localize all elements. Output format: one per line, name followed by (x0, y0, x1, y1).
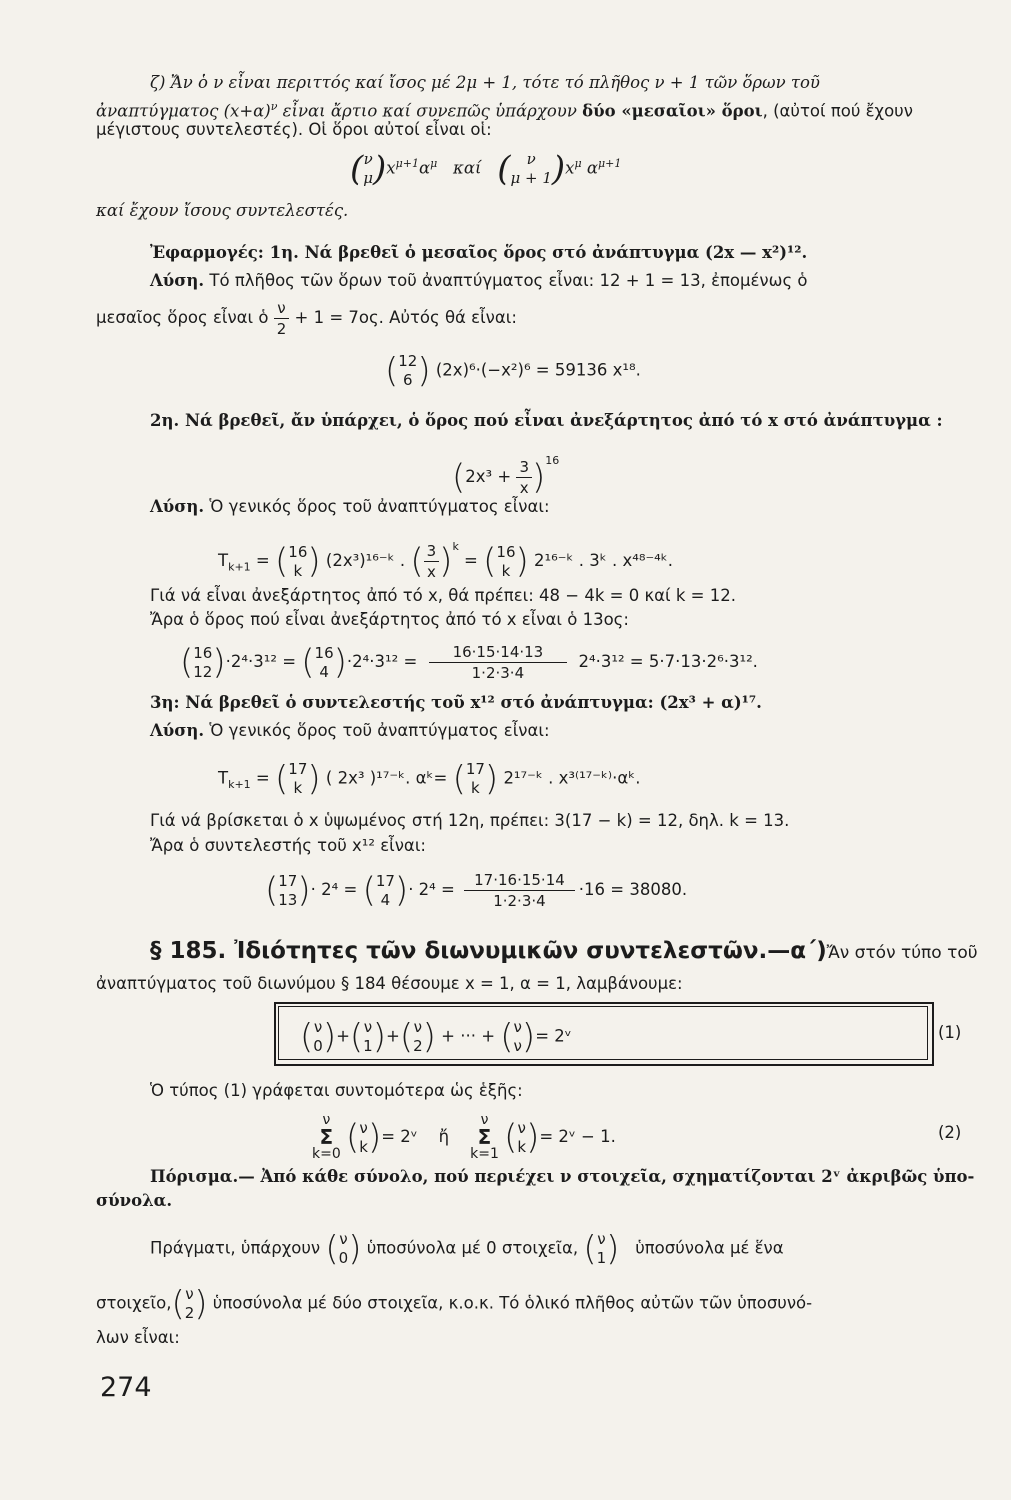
equation-3: ( 16 12 )·2⁴·3¹² = ( 16 4 )·2⁴·3¹² = $\frac{16\cdot 15\cdot 14\cdot 13}{1\cdot 2\cdot 3\cdot 4}$ 2⁴·3¹² = 5·7·13·2⁶·3¹². (180, 642, 758, 683)
formula-1: ( ν 0 )+( ν 1 )+( ν 2 ) + ··· + ( ν ν )= 2ᵛ (300, 1017, 572, 1057)
solution-3-line-2: Γιά νά βρίσκεται ὁ x ὑψωμένος στή 12η, πρέπει: 3(17 − k) = 12, δηλ. k = 13. (150, 811, 790, 830)
solution-label: Λύση. (150, 271, 205, 290)
proof-line-3: λων εἶναι: (96, 1328, 180, 1347)
zeta-terms-equation: ( ν μ )$x^{\mu+1}\alpha^\mu$ καί ( ν μ + 1 )$x^\mu$ $\alpha^{\mu+1}$ (350, 149, 622, 189)
equation-5: ( 17 13 )· 2⁴ = ( 17 4 )· 2⁴ = $\frac{17\cdot 16\cdot 15\cdot 14}{1\cdot 2\cdot 3\cdot 4}$ ·16 = 38080. (265, 870, 688, 911)
zeta-line-3: μέγιστους συντελεστές). Οἱ ὅροι αὐτοί εἶναι οἱ: (96, 120, 492, 139)
corollary-line-2: σύνολα. (96, 1191, 173, 1210)
solution-3-line-1: Λύση. Ὁ γενικός ὅρος τοῦ ἀναπτύγματος εἶναι: (150, 721, 550, 740)
zeta-expansion: ἀναπτύγματος (x+α) (96, 101, 271, 121)
equation-1: ( 12 6 ) (2x)⁶·(−x²)⁶ = 59136 x¹⁸. (385, 351, 641, 391)
formula-1-label: (1) (938, 1023, 962, 1042)
section-185-heading: § 185. Ἰδιότητες τῶν διωνυμικῶν συντελεστῶν.—α΄)Ἄν στόν τύπο τοῦ (150, 938, 978, 964)
corollary-line-1: Πόρισμα.— Ἀπό κάθε σύνολο, πού περιέχει ν στοιχεῖα, σχηματίζονται 2ᵛ ἀκριβῶς ὑπο- (150, 1167, 975, 1186)
applications-heading: Ἐφαρμογές: 1η. Νά βρεθεῖ ὁ μεσαῖος ὅρος στό ἀνάπτυγμα (2x — x²)¹². (150, 243, 808, 262)
question-2: 2η. Νά βρεθεῖ, ἄν ὑπάρχει, ὁ ὅρος πού εἶναι ἀνεξάρτητος ἀπό τό x στό ἀνάπτυγμα : (150, 411, 943, 430)
formula-2: ν Σ k=0 ( ν k )= 2ᵛ ἤ ν Σ k=1 ( ν k )= 2ᵛ − 1. (312, 1112, 616, 1162)
page-number: 274 (100, 1372, 152, 1403)
zeta-line-5: καί ἔχουν ἴσους συντελεστές. (96, 201, 349, 220)
zeta-text: εἶναι ἄρτιο καί συνεπῶς ὑπάρχουν (277, 101, 583, 121)
solution-2-line-3: Ἄρα ὁ ὅρος πού εἶναι ἀνεξάρτητος ἀπό τό x εἶναι ὁ 13ος: (150, 610, 629, 629)
equation-2: $T_{k+1}$ = ( 16 k ) (2x³)¹⁶⁻ᵏ . ( $\frac{3}{x}$ )$^k$ = ( 16 k ) 2¹⁶⁻ᵏ . 3ᵏ . x⁴⁸⁻⁴ᵏ. (218, 540, 674, 582)
solution-1-line-1 (150, 270, 808, 292)
solution-2-line-1: Λύση. Ὁ γενικός ὅρος τοῦ ἀναπτύγματος εἶναι: (150, 497, 550, 516)
proof-line-2: στοιχεῖο,( ν 2 ) ὑποσύνολα μέ δύο στοιχεῖα, κ.ο.κ. Τό ὁλικό πλῆθος αὐτῶν τῶν ὑποσυνό- (96, 1284, 813, 1324)
solution-3-line-3: Ἄρα ὁ συντελεστής τοῦ x¹² εἶναι: (150, 836, 426, 855)
zeta-exponent: ν (270, 100, 278, 113)
question-3: 3η: Νά βρεθεῖ ὁ συντελεστής τοῦ x¹² στό ἀνάπτυγμα: (2x³ + α)¹⁷. (150, 693, 762, 712)
equation-4: $T_{k+1}$ = ( 17 k ) ( 2x³ )¹⁷⁻ᵏ. αᵏ= ( 17 k ) 2¹⁷⁻ᵏ . x³⁽¹⁷⁻ᵏ⁾·αᵏ. (218, 759, 641, 799)
solution-text: Τό πλῆθος τῶν ὅρων τοῦ ἀναπτύγματος εἶναι: 12 + 1 = 13, ἐπομένως ὁ (204, 271, 808, 290)
zeta-tail: , (αὐτοί πού ἔχουν (762, 101, 913, 121)
solution-2-line-2: Γιά νά εἶναι ἀνεξάρτητος ἀπό τό x, θά πρέπει: 48 − 4k = 0 καί k = 12. (150, 586, 736, 605)
section-185-line-3: Ὁ τύπος (1) γράφεται συντομότερα ὡς ἑξῆς: (150, 1081, 523, 1100)
solution-1-line-2: μεσαῖος ὅρος εἶναι ὁ $\frac{\nu}{2}$ + 1 = 7ος. Αὐτός θά εἶναι: (96, 299, 517, 338)
zeta-bold: δύο «μεσαῖοι» ὅροι (582, 101, 763, 121)
proof-line-1: Πράγματι, ὑπάρχουν ( ν 0 ) ὑποσύνολα μέ 0 στοιχεῖα, ( ν 1 ) ὑποσύνολα μέ ἕνα (150, 1229, 784, 1269)
formula-2-label: (2) (938, 1123, 962, 1142)
zeta-line-1: ζ) Ἄν ὁ ν εἶναι περιττός καί ἴσος μέ 2μ + 1, τότε τό πλῆθος ν + 1 τῶν ὅρων τοῦ (150, 73, 820, 92)
section-185-line-2: ἀναπτύγματος τοῦ διωνύμου § 184 θέσουμε x = 1, α = 1, λαμβάνουμε: (96, 974, 683, 993)
question-2-expression: (2x³ + $\frac{3}{x}$ )$^{16}$ (452, 454, 560, 498)
